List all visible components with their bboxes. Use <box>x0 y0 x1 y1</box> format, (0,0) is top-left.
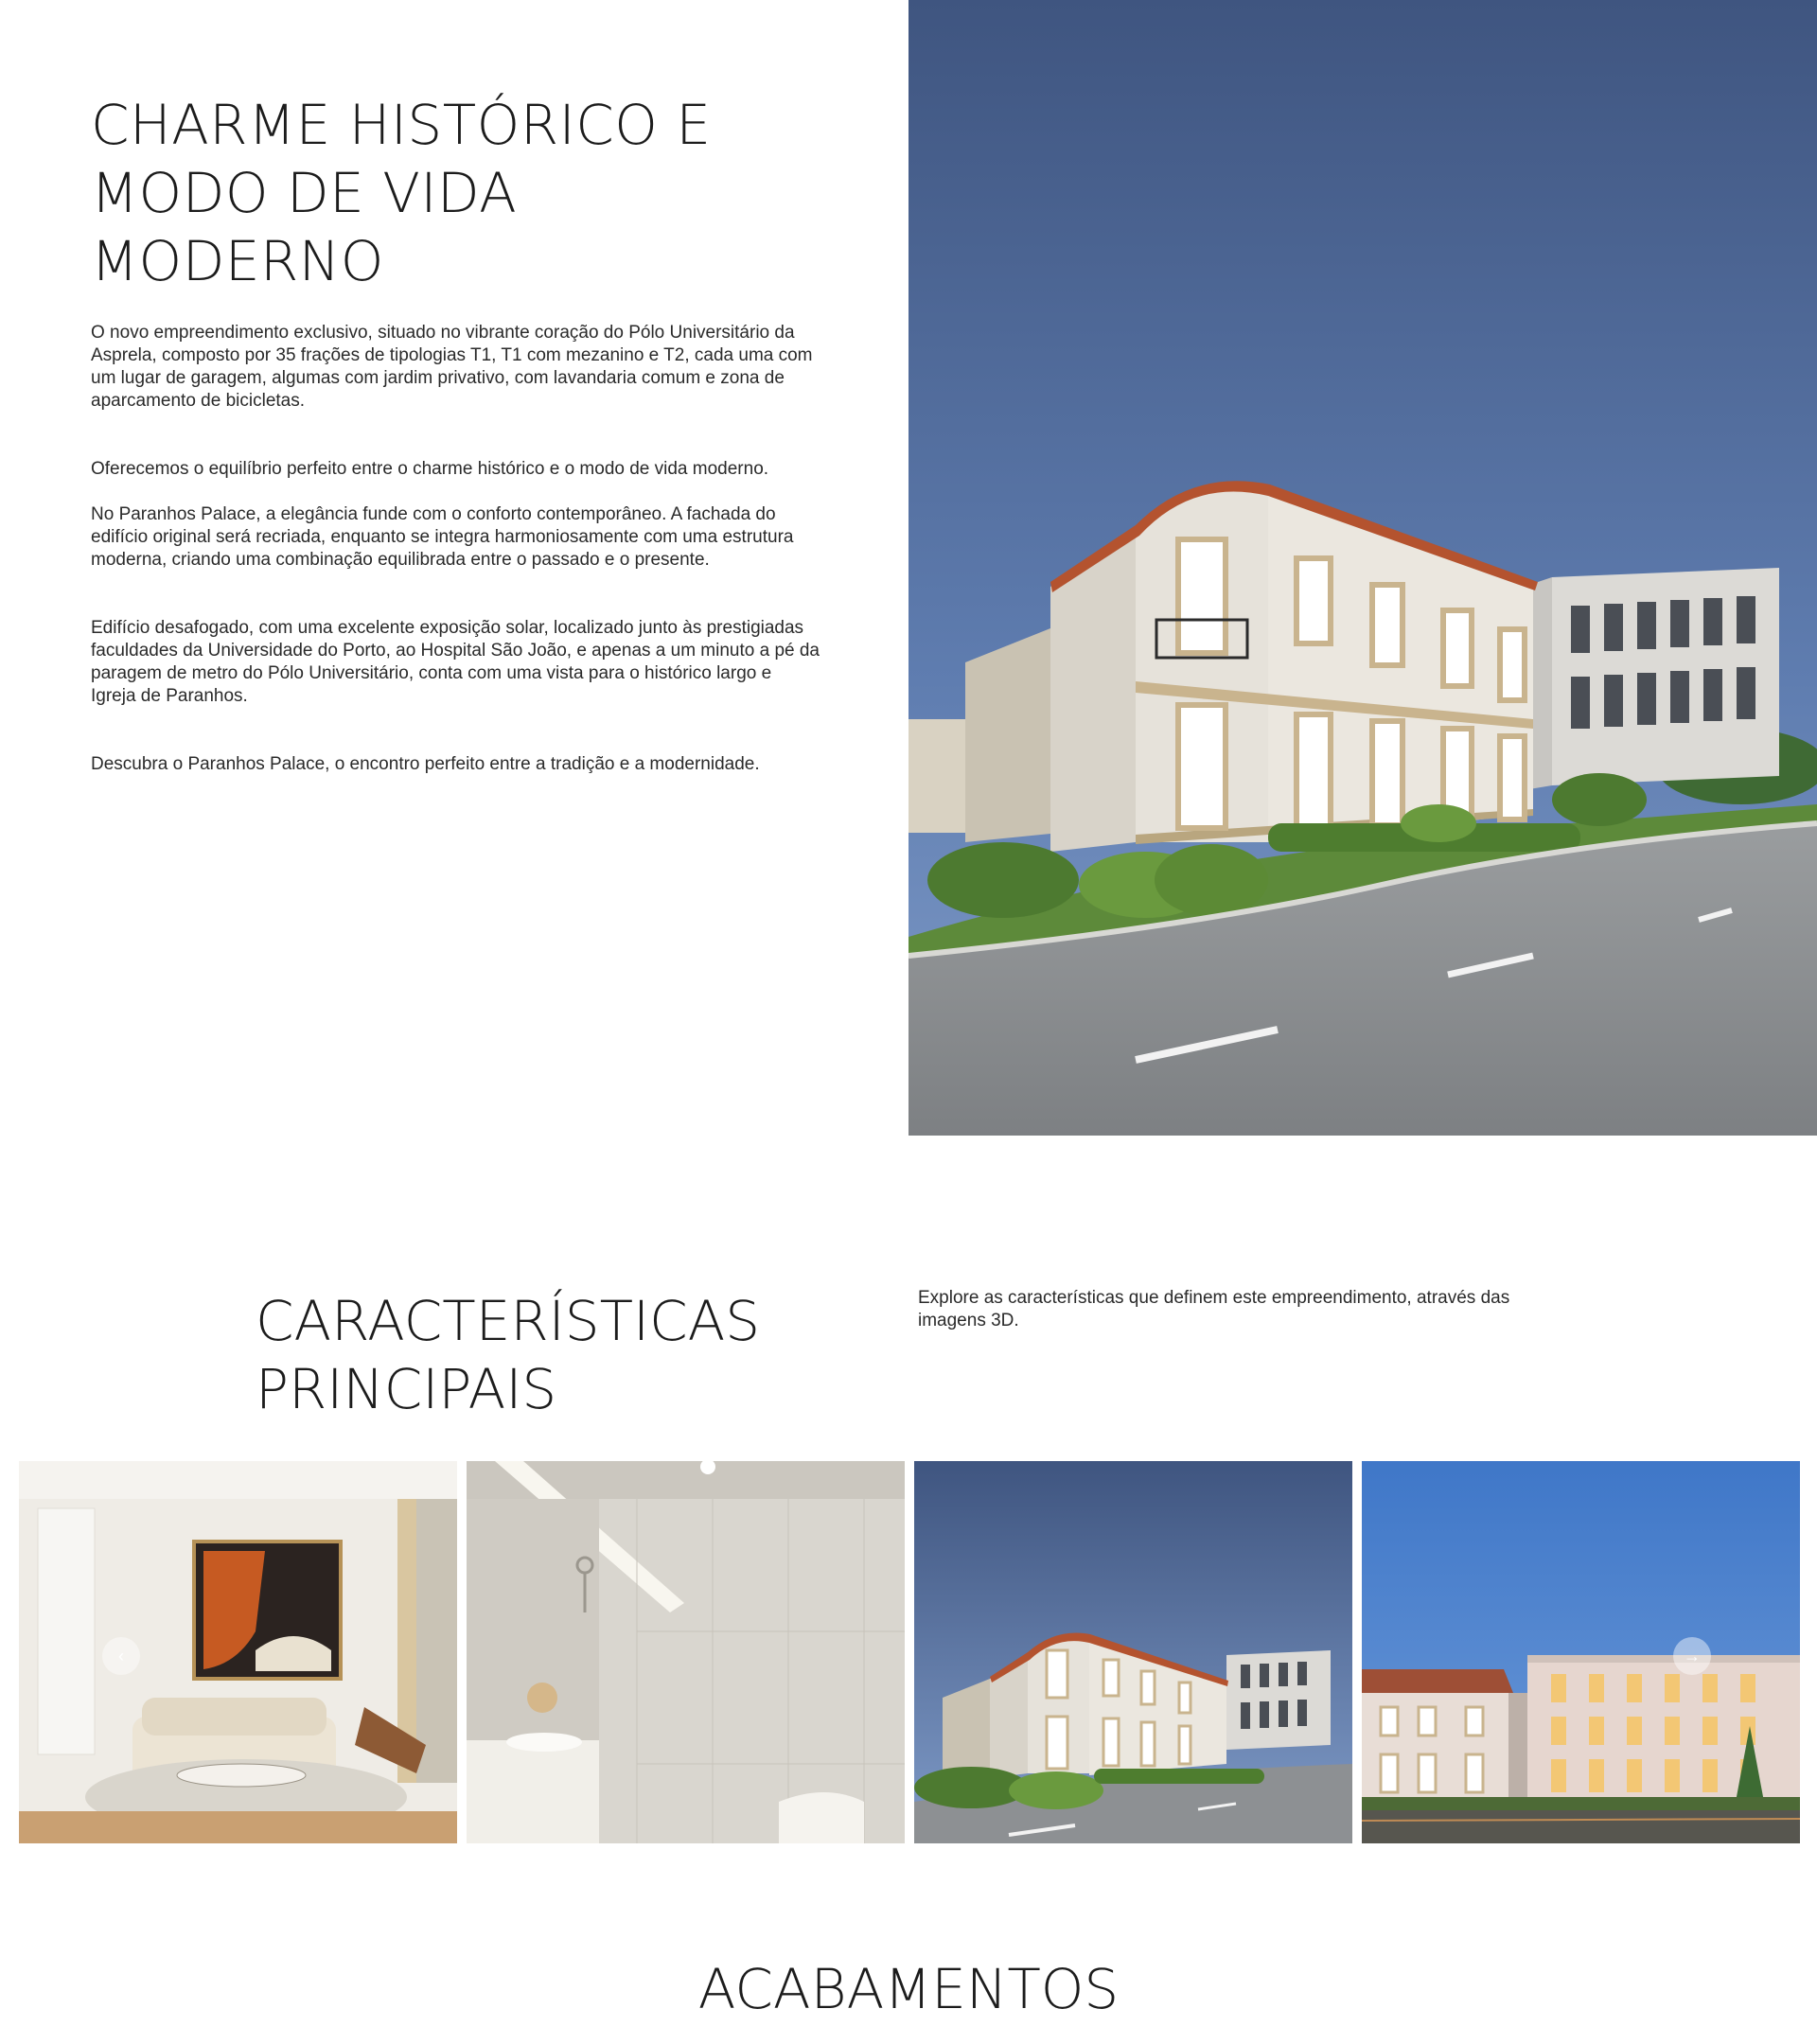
hero-title-line-1: CHARME HISTÓRICO E <box>91 93 712 157</box>
features-description: Explore as características que definem este empreendimento, através das imagens 3D. <box>918 1288 1510 1330</box>
exterior-dusk-render <box>1362 1461 1800 1843</box>
hero-building-render <box>908 0 1817 1136</box>
finishes-title: ACABAMENTOS <box>697 1957 1120 2021</box>
living-room-render <box>19 1461 457 1843</box>
features-title <box>256 1287 760 1423</box>
gallery-card-living-room[interactable] <box>19 1461 457 1843</box>
chevron-left-icon: ‹ <box>118 1646 124 1665</box>
hero-paragraph-3: Edifício desafogado, com uma excelente exposição solar, localizado junto às prestigiadas faculdades da Universidade do Porto, ao Hospital São João, e apenas a um minuto a pé da paragem de metro do Pólo Universitário, conta com uma vista para o histórico largo e Igreja de Paranhos. <box>91 618 820 706</box>
gallery-next-button[interactable] <box>1673 1637 1711 1675</box>
hero-title-line-2: MODO DE VIDA MODERNO <box>91 161 518 293</box>
hero-paragraph-1: O novo empreendimento exclusivo, situado no vibrante coração do Pólo Universitário da Asprela, composto por 35 frações de tipologias T1, T1 com mezanino e T2, cada uma com um lugar de garagem, algumas com jardim privativo, com lavandaria comum e zona de aparcamento de bicicletas. <box>91 323 813 411</box>
hero-title <box>91 91 820 295</box>
hero-paragraph-4: Descubra o Paranhos Palace, o encontro perfeito entre a tradição e a modernidade. <box>91 754 760 774</box>
gallery-card-bathroom[interactable] <box>467 1461 905 1843</box>
hero-text-block <box>91 91 820 776</box>
bathroom-render <box>467 1461 905 1843</box>
features-title-line-1: CARACTERÍSTICAS <box>256 1289 761 1353</box>
gallery-card-exterior-day[interactable] <box>914 1461 1352 1843</box>
features-gallery-carousel[interactable] <box>19 1461 1798 1843</box>
chevron-right-icon: → <box>1684 1646 1701 1665</box>
gallery-prev-button[interactable] <box>102 1637 140 1675</box>
exterior-day-render <box>914 1461 1352 1843</box>
gallery-card-exterior-dusk[interactable] <box>1362 1461 1800 1843</box>
building-render-illustration <box>908 0 1817 1136</box>
hero-paragraph-2: Oferecemos o equilíbrio perfeito entre o charme histórico e o modo de vida moderno. No Paranhos Palace, a elegância funde com o conforto contemporâneo. A fachada do edifício original será recriada, enquanto se integra harmoniosamente com uma estrutura moderna, criando uma combinação equilibrada entre o passado e o presente. <box>91 459 794 570</box>
features-title-line-2: PRINCIPAIS <box>256 1357 557 1421</box>
